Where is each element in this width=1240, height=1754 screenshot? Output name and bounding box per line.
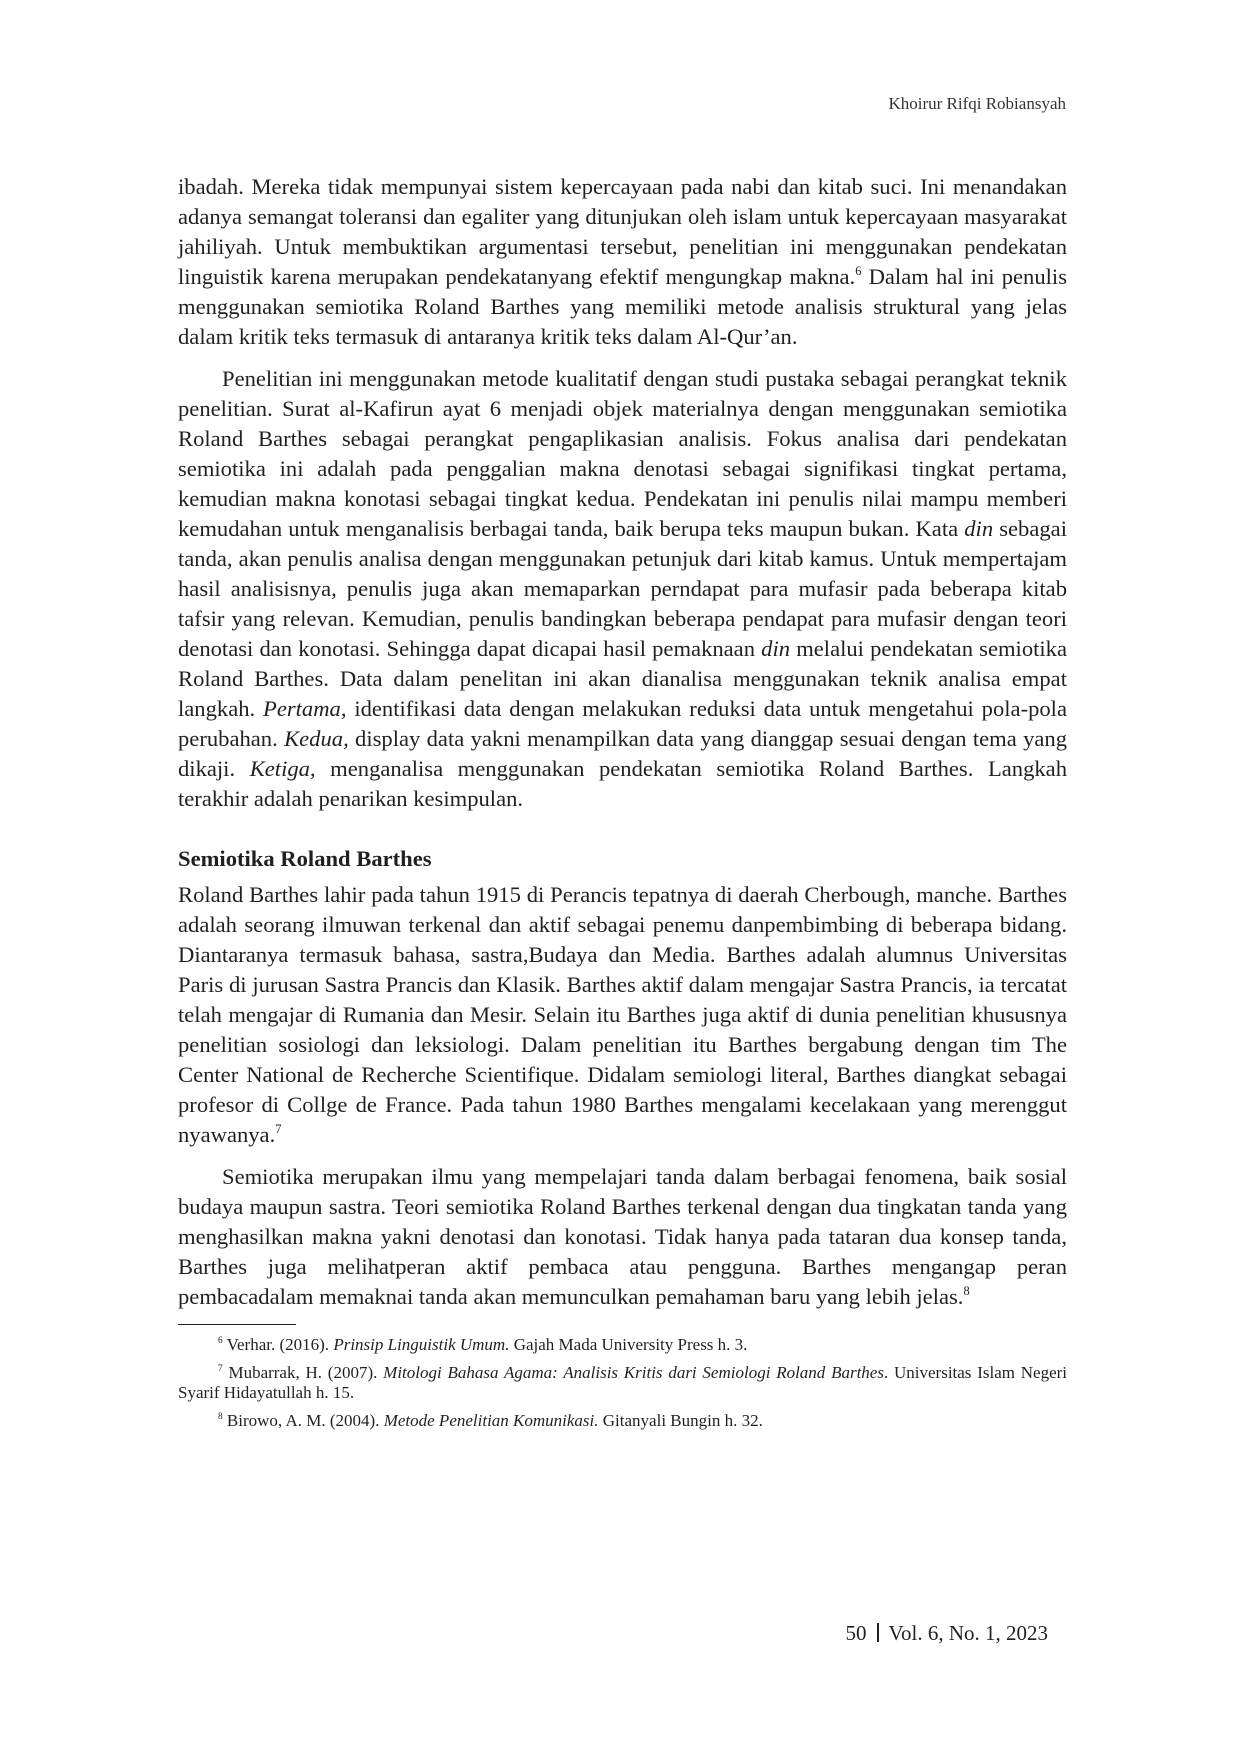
body-paragraph-1 [178,172,1067,352]
footnote-7 [178,1363,1067,1403]
text-span: Semiotika merupakan ilmu yang mempelajari tanda dalam berbagai fenomena, baik sosial budaya maupun sastra. Teori semiotika Roland Barthes terkenal dengan dua tingkatan tanda yang menghasilkan makna yakni denotasi dan konotasi. Tidak hanya pada tataran dua konsep tanda, Barthes juga melihatperan aktif pembaca atau pengguna. Barthes mengangap peran pembacadalam memaknai tanda akan memunculkan pemahaman baru yang lebih jelas. [178,1164,1067,1309]
page-number: 50 [845,1621,867,1645]
body-paragraph-4 [178,1162,1067,1312]
text-span: Roland Barthes lahir pada tahun 1915 di Perancis tepatnya di daerah Cherbough, manche. Barthes adalah seorang ilmuwan terkenal dan aktif sebagai penemu danpembimbing di beberapa bidang. Diantaranya termasuk bahasa, sastra,Budaya dan Media. Barthes adalah alumnus Universitas Paris di jurusan Sastra Prancis dan Klasik. Barthes aktif dalam mengajar Sastra Prancis, ia tercatat telah mengajar di Rumania dan Mesir. Selain itu Barthes juga aktif di dunia penelitian khususnya penelitian sosiologi dan leksiologi. Dalam penelitian itu Barthes bergabung dengan tim The Center National de Recherche Scientifique. Didalam semiologi literal, Barthes diangkat sebagai profesor di Collge de France. Pada tahun 1980 Barthes mengalami kecelakaan yang merenggut nyawanya. [178,882,1067,1147]
page-footer [846,1621,1048,1646]
footnote-title: Metode Penelitian Komunikasi. [383,1411,599,1430]
page-content [178,172,1067,1439]
footnote-text: Birowo, A. M. (2004). [222,1411,384,1430]
text-span: Penelitian ini menggunakan metode kualitatif dengan studi pustaka sebagai perangkat teknik penelitian. Surat al-Kafirun ayat 6 menjadi objek materialnya dengan menggunakan semiotika Roland Barthes sebagai perangkat pengaplikasian analisis. Fokus analisa dari pendekatan semiotika ini adalah pada penggalian makna denotasi sebagai signifikasi tingkat pertama, kemudian makna konotasi sebagai tingkat kedua. Pendekatan ini penulis nilai mampu memberi kemudahan untuk menganalisis berbagai tanda, baik berupa teks maupun bukan. Kata [178,366,1067,541]
footnote-ref-6[interactable]: 6 [855,264,862,279]
footnote-ref-8[interactable]: 8 [963,1284,970,1299]
footnote-number: 6 [218,1336,223,1347]
footnote-text: Verhar. (2016). [222,1335,334,1354]
footer-separator [877,1623,879,1642]
text-span: Dalam hal ini penulis menggunakan semiotika Roland Barthes yang memiliki metode analisis struktural yang jelas dalam kritik teks termasuk di antaranya kritik teks dalam Al-Qur’an. [178,264,1067,349]
journal-volume: Vol. 6, No. 1, 2023 [888,1621,1048,1645]
italic-term: Pertama, [263,696,347,721]
text-span: sebagai tanda, akan penulis analisa dengan menggunakan petunjuk dari kitab kamus. Untuk mempertajam hasil analisisnya, penulis juga akan memaparkan perndapat para mufasir pada beberapa kitab tafsir yang relevan. Kemudian, penulis bandingkan beberapa pendapat para mufasir dengan teori denotasi dan konotasi. Sehingga dapat dicapai hasil pemaknaan [178,516,1067,661]
footnote-8 [178,1411,1067,1431]
body-paragraph-3 [178,880,1067,1150]
italic-term: din [761,636,791,661]
footnote-text: Gajah Mada University Press h. 3. [509,1335,748,1354]
footnote-title: Mitologi Bahasa Agama: Analisis Kritis dari Semiologi Roland Barthes [383,1363,884,1382]
italic-term: Ketiga, [249,756,316,781]
footnote-number: 7 [218,1364,223,1375]
footnote-text: Gitanyali Bungin h. 32. [598,1411,763,1430]
italic-term: din [964,516,994,541]
italic-term: Kedua, [284,726,349,751]
footnote-6 [178,1335,1067,1355]
body-paragraph-2 [178,364,1067,814]
footnote-title: Prinsip Linguistik Umum. [333,1335,510,1354]
running-head-author: Khoirur Rifqi Robiansyah [888,94,1066,113]
text-span: menganalisa menggunakan pendekatan semiotika Roland Barthes. Langkah terakhir adalah penarikan kesimpulan. [178,756,1067,811]
footnote-divider [178,1324,296,1325]
footnote-text: . Universitas Islam Negeri Syarif Hidayatullah h. 15. [178,1363,1067,1402]
footnote-text: Mubarrak, H. (2007). [222,1363,384,1382]
text-span: identifikasi data dengan melakukan reduksi data untuk mengetahui pola-pola perubahan. [178,696,1067,751]
text-span: melalui pendekatan semiotika Roland Barthes. Data dalam penelitan ini akan dianalisa menggunakan teknik analisa empat langkah. [178,636,1067,721]
footnote-number: 8 [218,1412,223,1423]
section-heading: Semiotika Roland Barthes [178,846,432,871]
text-span: display data yakni menampilkan data yang dianggap sesuai dengan tema yang dikaji. [178,726,1068,781]
footnote-ref-7[interactable]: 7 [275,1122,282,1137]
text-span: ibadah. Mereka tidak mempunyai sistem kepercayaan pada nabi dan kitab suci. Ini menandakan adanya semangat toleransi dan egaliter yang ditunjukan oleh islam untuk kepercayaan masyarakat jahiliyah. Untuk membuktikan argumentasi tersebut, penelitian ini menggunakan pendekatan linguistik karena merupakan pendekatanyang efektif mengungkap makna. [178,174,1067,289]
